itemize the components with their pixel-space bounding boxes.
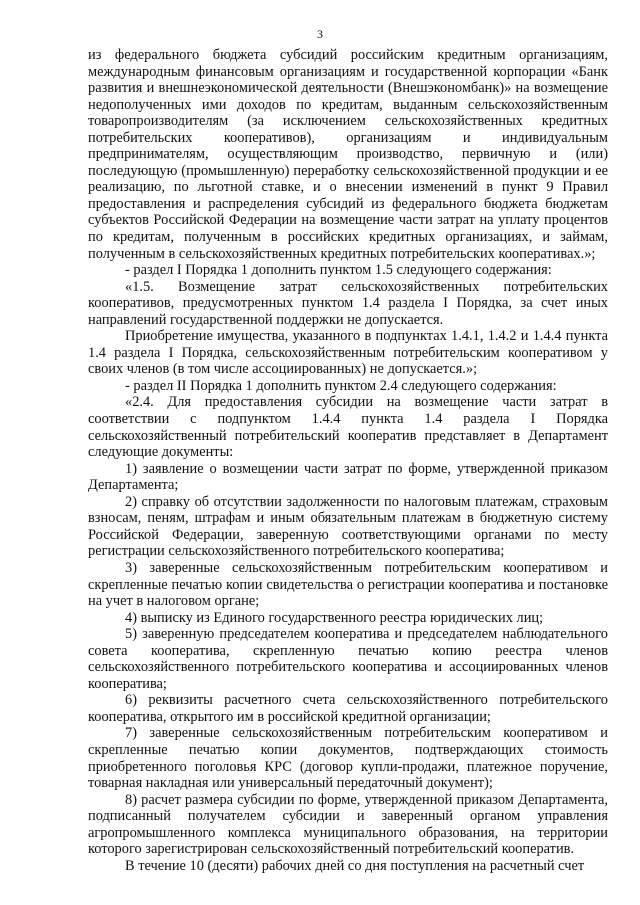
paragraph: из федерального бюджета субсидий российским кредитным организациям, международным финансовым организациям и государственной корпорации «Банк развития и внешнеэкономической деятельности (Внешэкономбанк)» на возмещение недополученных ими доходов по кредитам, выданным сельскохозяйственным товаропроизводителям (за исключением сельскохозяйственных кредитных потребительских кооперативов), организациям и индивидуальным предпринимателям, осуществляющим производство, первичную и (или) последующую (промышленную) переработку сельскохозяйственной продукции и ее реализацию, по льготной ставке, и о внесении изменений в пункт 9 Правил предоставления и распределения субсидий из федерального бюджета бюджетам субъектов Российской Федерации на возмещение части затрат на уплату процентов по кредитам, полученным в российских кредитных организациях, и займам, полученным в сельскохозяйственных кредитных потребительских кооперативах.»; xyxy=(88,47,608,262)
paragraph: В течение 10 (десяти) рабочих дней со дня поступления на расчетный счет xyxy=(125,857,585,874)
paragraph: - раздел II Порядка 1 дополнить пунктом 2.4 следующего содержания: xyxy=(125,377,557,394)
paragraph: 8) расчет размера субсидии по форме, утвержденной приказом Департамента, подписанный получателем субсидии и заверенный органом управления агропромышленного комплекса муниципального образования, на территории которого зарегистрирован сельскохозяйственный потребительский кооператив. xyxy=(88,791,608,858)
paragraph: 4) выписку из Единого государственного реестра юридических лиц; xyxy=(125,609,544,626)
paragraph: «2.4. Для предоставления субсидии на возмещение части затрат в соответствии с подпунктом 1.4.4 пункта 1.4 раздела I Порядка сельскохозяйственный потребительский кооператив представляет в Департамент следующие документы: xyxy=(88,394,608,461)
paragraph: 5) заверенную председателем кооператива и председателем наблюдательного совета кооператива, скрепленную печатью копию реестра членов сельскохозяйственного потребительского кооператива и ассоциированных членов кооператива; xyxy=(88,626,608,692)
paragraph: 1) заявление о возмещении части затрат по форме, утвержденной приказом Департамента; xyxy=(88,460,608,494)
page-number: 3 xyxy=(317,27,323,41)
paragraph: 3) заверенные сельскохозяйственным потребительским кооперативом и скрепленные печатью копии свидетельства о регистрации кооператива и постановке на учет в налоговом органе; xyxy=(88,559,608,610)
paragraph: - раздел I Порядка 1 дополнить пунктом 1.5 следующего содержания: xyxy=(125,262,552,279)
paragraph: 6) реквизиты расчетного счета сельскохозяйственного потребительского кооператива, открытого им в российской кредитной организации; xyxy=(88,692,608,725)
paragraph: «1.5. Возмещение затрат сельскохозяйственных потребительских кооперативов, предусмотренных пунктом 1.4 раздела I Порядка, за счет иных направлений государственной поддержки не допускается. xyxy=(88,278,608,328)
paragraph: 7) заверенные сельскохозяйственным потребительским кооперативом и скрепленные печатью копии документов, подтверждающих стоимость приобретенного поголовья КРС (договор купли-продажи, платежное поручение, товарная накладная или универсальный передаточный документ); xyxy=(88,725,608,792)
document-body xyxy=(88,47,608,874)
paragraph: 2) справку об отсутствии задолженности по налоговым платежам, страховым взносам, пеням, штрафам и иным обязательным платежам в бюджетную систему Российской Федерации, заверенную соответствующими органами по месту регистрации сельскохозяйственного потребительского кооператива; xyxy=(88,493,608,560)
paragraph: Приобретение имущества, указанного в подпунктах 1.4.1, 1.4.2 и 1.4.4 пункта 1.4 раздела I Порядка, сельскохозяйственным потребительским кооперативом у своих членов (в том числе ассоциированных) не допускается.»; xyxy=(88,328,608,378)
